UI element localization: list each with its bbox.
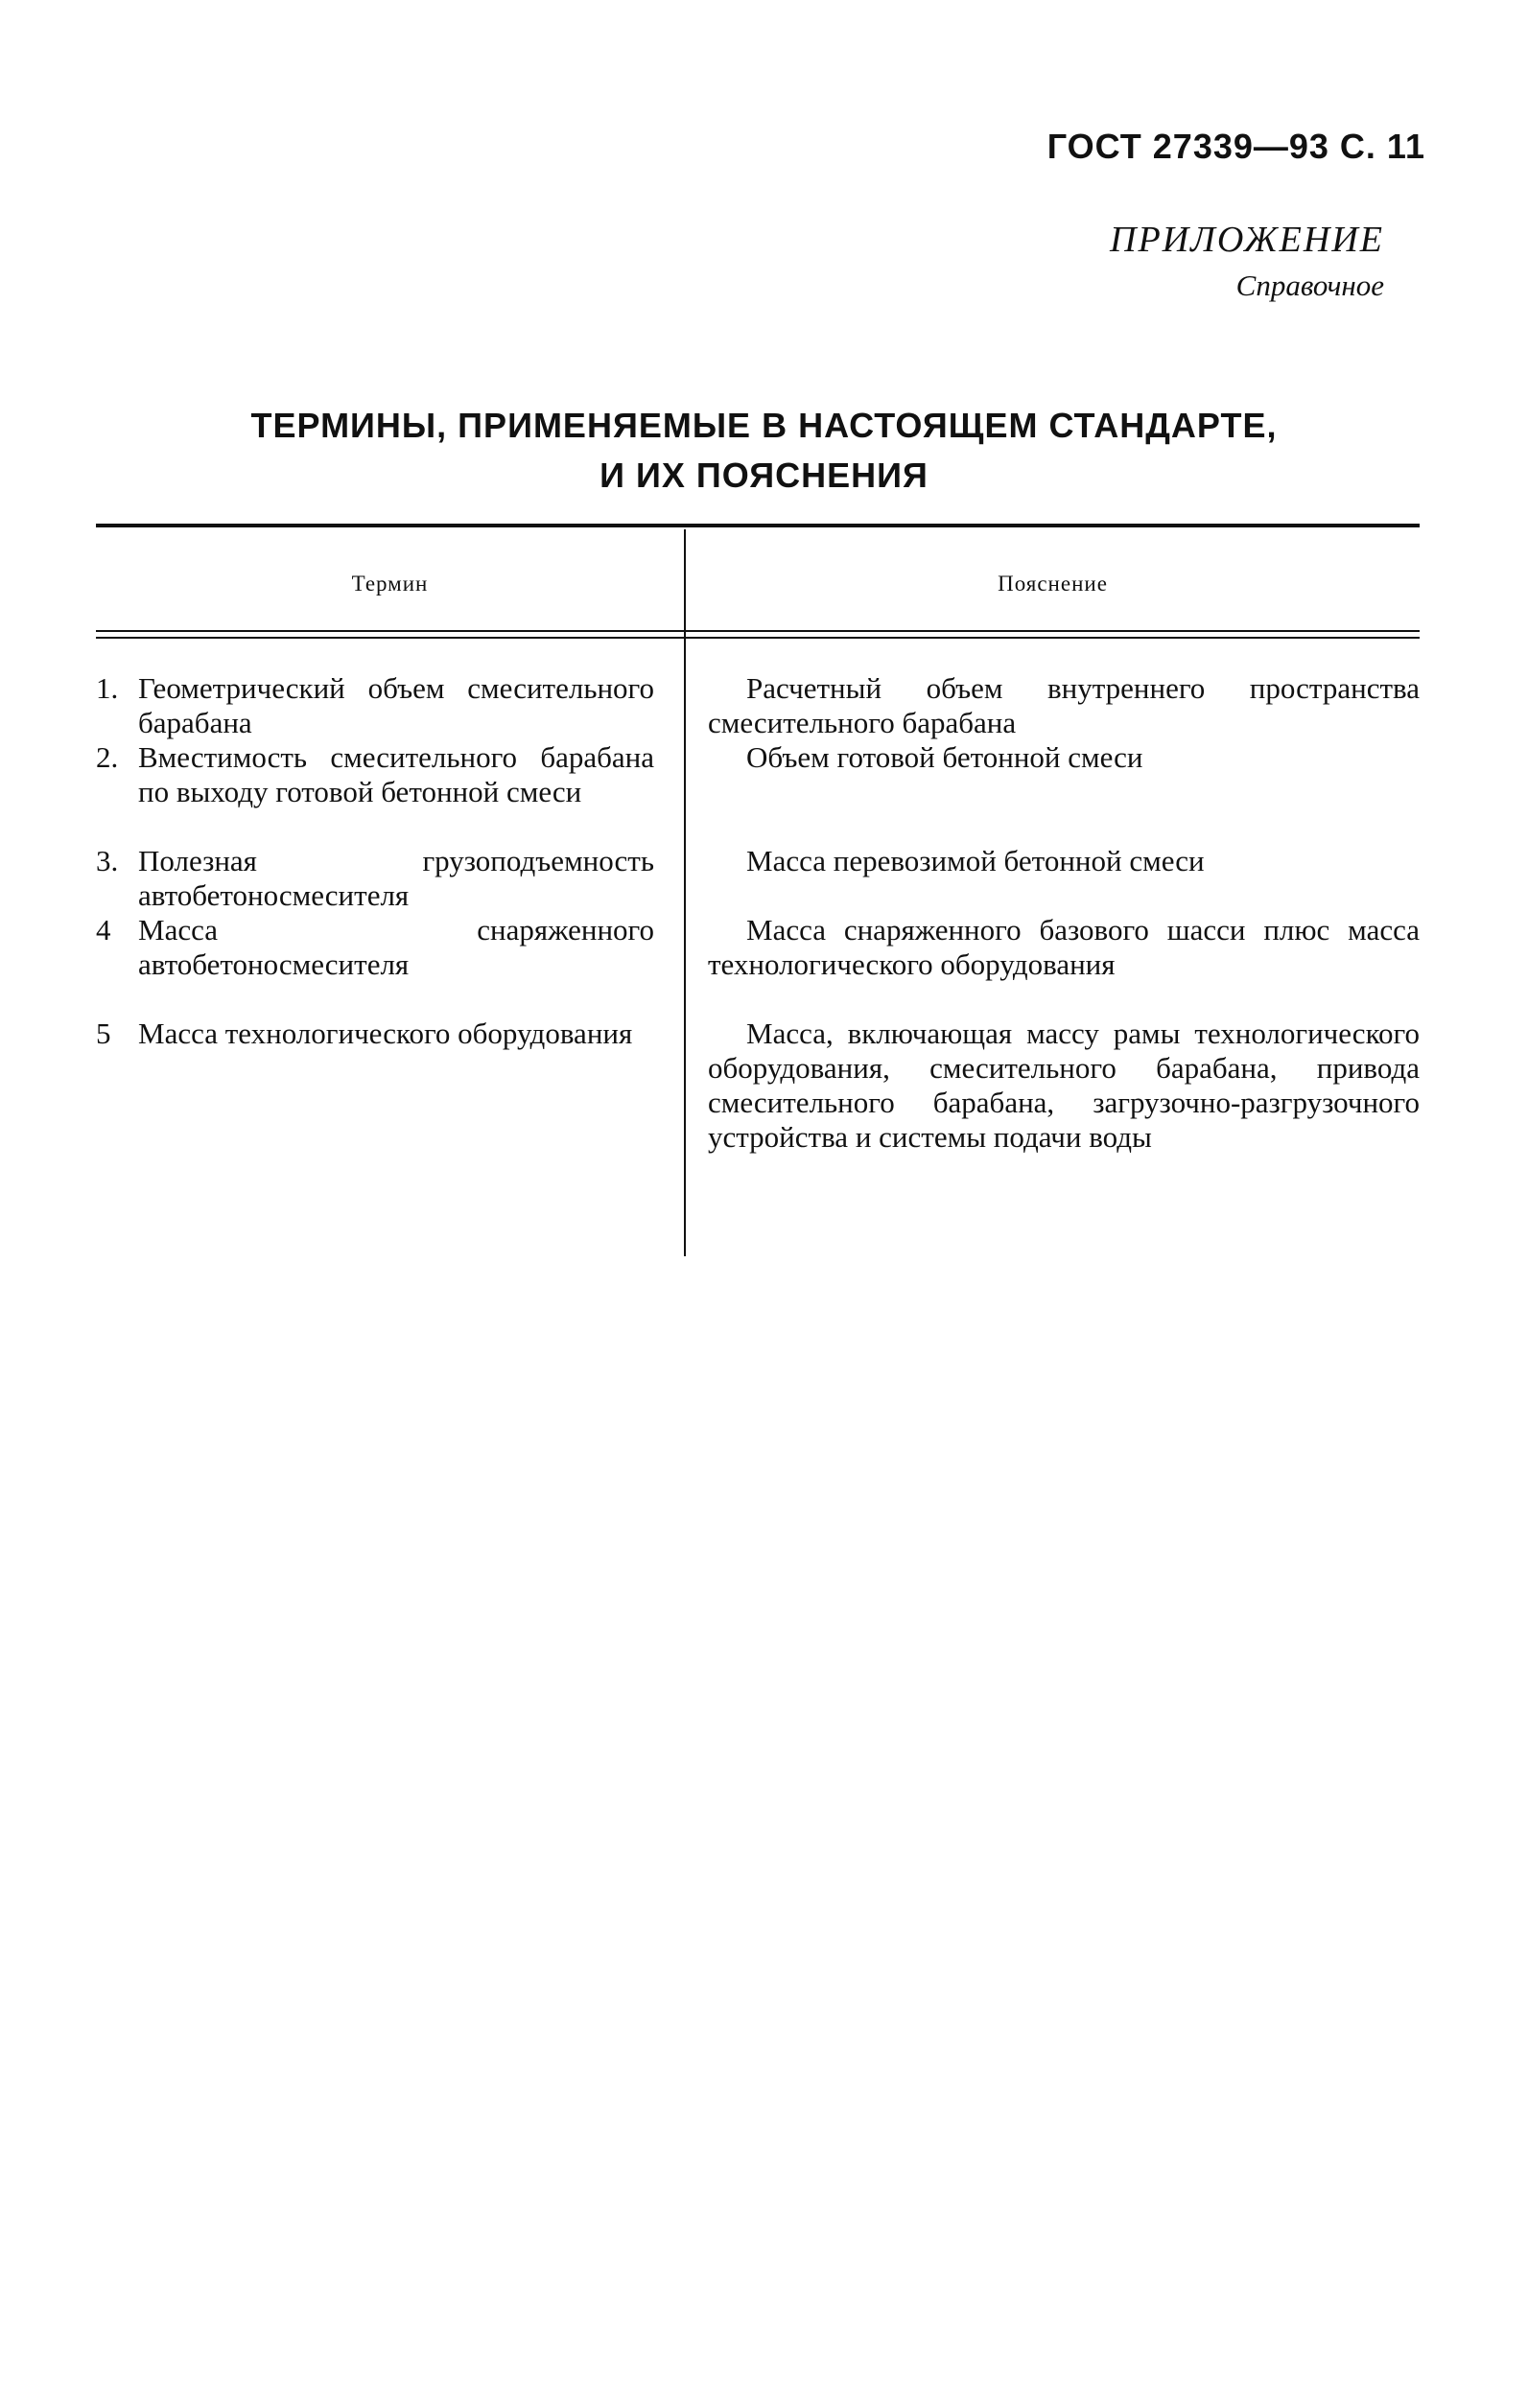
term-text: Вместимость смесительного барабана по выходу готовой бетонной смеси xyxy=(138,740,654,808)
term-number: 2. xyxy=(96,740,119,774)
table-row xyxy=(96,913,654,982)
table-top-rule xyxy=(96,524,1420,527)
term-number: 1. xyxy=(96,671,119,705)
table-row xyxy=(96,740,654,809)
term-text: Масса снаряженного автобетоносмесителя xyxy=(138,913,654,981)
table-row xyxy=(96,1017,654,1051)
column-header-explanation: Пояснение xyxy=(998,572,1108,596)
appendix-kind: Справочное xyxy=(1235,269,1384,302)
explanation-text: Масса перевозимой бетонной смеси xyxy=(746,844,1205,877)
term-number: 3. xyxy=(96,844,119,877)
title-line-2: И ИХ ПОЯСНЕНИЯ xyxy=(599,456,929,495)
term-number: 5 xyxy=(96,1017,111,1050)
explanation-text: Масса, включающая массу рамы технологического оборудования, смесительного барабана, привода смесительного барабана, загрузочно-разгрузочного устройства и системы подачи воды xyxy=(708,1017,1420,1154)
appendix-label: ПРИЛОЖЕНИЕ xyxy=(1110,220,1384,260)
column-header-term: Термин xyxy=(351,572,429,596)
term-text: Полезная грузоподъемность автобетоносмесителя xyxy=(138,844,654,912)
header-rule-1 xyxy=(96,630,1420,632)
page-title xyxy=(0,401,1528,501)
explanation-text: Масса снаряженного базового шасси плюс масса технологического оборудования xyxy=(708,913,1420,981)
term-text: Геометрический объем смесительного барабана xyxy=(138,671,654,739)
explanation-text: Объем готовой бетонной смеси xyxy=(746,740,1143,774)
title-line-1: ТЕРМИНЫ, ПРИМЕНЯЕМЫЕ В НАСТОЯЩЕМ СТАНДАРТЕ, xyxy=(250,406,1278,445)
table-row xyxy=(96,671,654,740)
term-number: 4 xyxy=(96,913,111,947)
table-row xyxy=(96,844,654,913)
term-text: Масса технологического оборудования xyxy=(138,1017,633,1050)
header-rule-2 xyxy=(96,637,1420,639)
document-reference: ГОСТ 27339—93 С. 11 xyxy=(1046,127,1425,166)
appendix-block xyxy=(1110,219,1384,303)
explanation-text: Расчетный объем внутреннего пространства смесительного барабана xyxy=(708,671,1420,739)
